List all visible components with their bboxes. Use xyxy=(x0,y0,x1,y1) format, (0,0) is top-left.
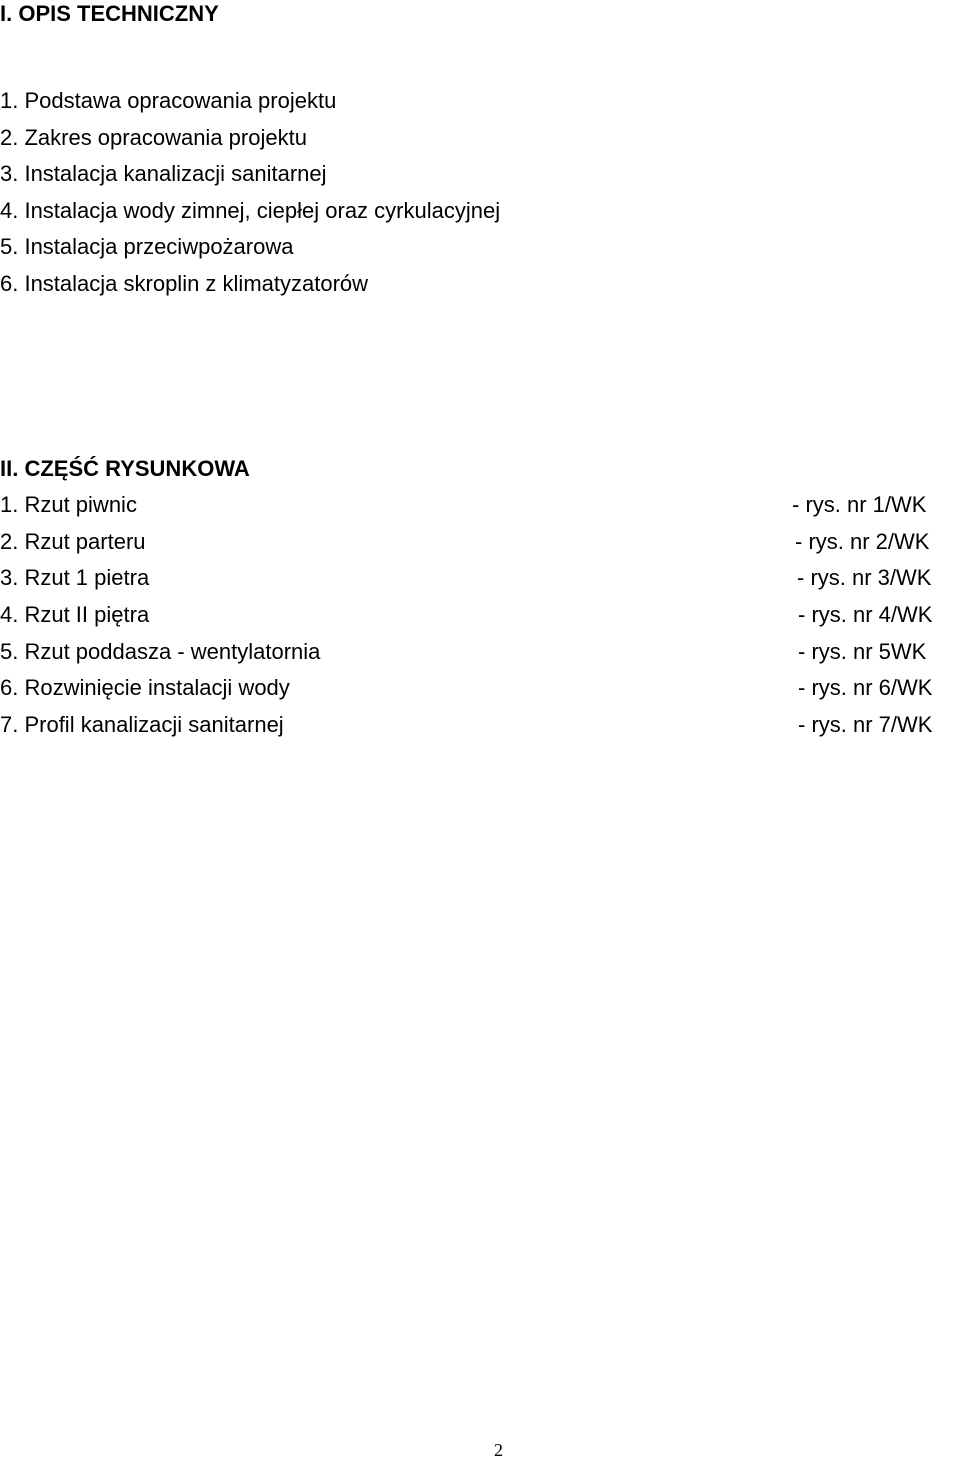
drawing-label-5: 5. Rzut poddasza - wentylatornia xyxy=(0,639,321,664)
drawing-label-7: 7. Profil kanalizacji sanitarnej xyxy=(0,712,284,737)
toc-item-6: 6. Instalacja skroplin z klimatyzatorów xyxy=(0,271,369,296)
drawing-label-1: 1. Rzut piwnic xyxy=(0,492,137,517)
toc-item-3: 3. Instalacja kanalizacji sanitarnej xyxy=(0,161,327,186)
toc-item-1: 1. Podstawa opracowania projektu xyxy=(0,88,337,113)
drawing-label-4: 4. Rzut II piętra xyxy=(0,602,150,627)
drawing-ref-3: - rys. nr 3/WK xyxy=(797,565,932,590)
toc-item-4: 4. Instalacja wody zimnej, ciepłej oraz cyrkulacyjnej xyxy=(0,198,501,223)
drawing-label-2: 2. Rzut parteru xyxy=(0,529,146,554)
toc-item-2: 2. Zakres opracowania projektu xyxy=(0,125,307,150)
drawing-ref-2: - rys. nr 2/WK xyxy=(795,529,930,554)
page-number: 2 xyxy=(494,1440,503,1460)
drawing-ref-5: - rys. nr 5WK xyxy=(798,639,927,664)
section-1-title: I. OPIS TECHNICZNY xyxy=(0,1,219,26)
toc-item-5: 5. Instalacja przeciwpożarowa xyxy=(0,234,294,259)
section-2-title: II. CZĘŚĆ RYSUNKOWA xyxy=(0,456,250,481)
drawing-ref-1: - rys. nr 1/WK xyxy=(792,492,927,517)
drawing-label-6: 6. Rozwinięcie instalacji wody xyxy=(0,675,290,700)
drawing-ref-6: - rys. nr 6/WK xyxy=(798,675,933,700)
drawing-ref-4: - rys. nr 4/WK xyxy=(798,602,933,627)
drawing-label-3: 3. Rzut 1 pietra xyxy=(0,565,150,590)
drawing-ref-7: - rys. nr 7/WK xyxy=(798,712,933,737)
